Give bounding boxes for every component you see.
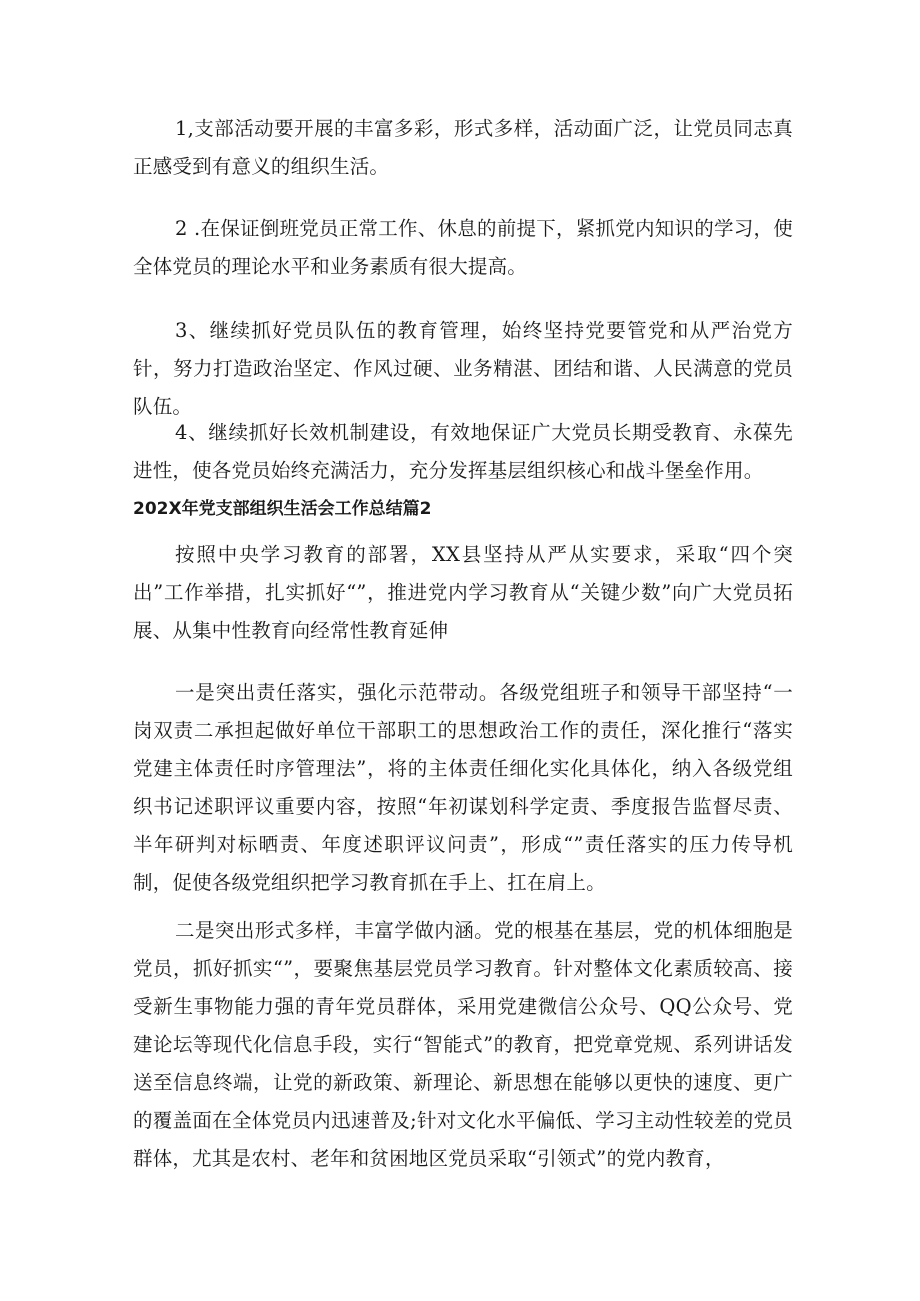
section-paragraph-1: 按照中央学习教育的部署，XX县坚持从严从实要求，采取“四个突出”工作举措，扎实抓好“”，推进党内学习教育从“关键少数”向广大党员拓展、从集中性教育向经常性教育延伸 (133, 543, 793, 642)
section-paragraph-2: 一是突出责任落实，强化示范带动。各级党组班子和领导干部坚持“一岗双责二承担起做好单位干部职工的思想政治工作的责任，深化推行“落实党建主体责任时序管理法”，将的主体责任细化实化具体化，纳入各级党组织书记述职评议重要内容，按照“年初谋划科学定责、季度报告监督尽责、半年研判对标晒责、年度述职评议问责”，形成“”责任落实的压力传导机制，促使各级党组织把学习教育抓在手上、扛在肩上。 (133, 681, 793, 894)
section-title: 202X年党支部组织生活会工作总结篇2 (133, 499, 432, 519)
paragraph-3: 3、继续抓好党员队伍的教育管理，始终坚持党要管党和从严治党方针，努力打造政治坚定、作风过硬、业务精湛、团结和谐、人民满意的党员队伍。 (133, 319, 793, 418)
section-paragraph-3: 二是突出形式多样，丰富学做内涵。党的根基在基层，党的机体细胞是党员，抓好抓实“”，要聚焦基层党员学习教育。针对整体文化素质较高、接受新生事物能力强的青年党员群体，采用党建微信公众号、QQ公众号、党建论坛等现代化信息手段，实行“智能式”的教育，把党章党规、系列讲话发送至信息终端，让党的新政策、新理论、新思想在能够以更快的速度、更广的覆盖面在全体党员内迅速普及;针对文化水平偏低、学习主动性较差的党员群体，尤其是农村、老年和贫困地区党员采取“引领式”的党内教育， (133, 919, 793, 1170)
paragraph-1: 1,支部活动要开展的丰富多彩，形式多样，活动面广泛，让党员同志真正感受到有意义的组织生活。 (133, 117, 793, 178)
paragraph-2: 2 .在保证倒班党员正常工作、休息的前提下，紧抓党内知识的学习，使全体党员的理论水平和业务素质有很大提高。 (133, 217, 793, 278)
paragraph-4: 4、继续抓好长效机制建设，有效地保证广大党员长期受教育、永葆先进性，使各党员始终充满活力，充分发挥基层组织核心和战斗堡垒作用。 (133, 421, 793, 482)
